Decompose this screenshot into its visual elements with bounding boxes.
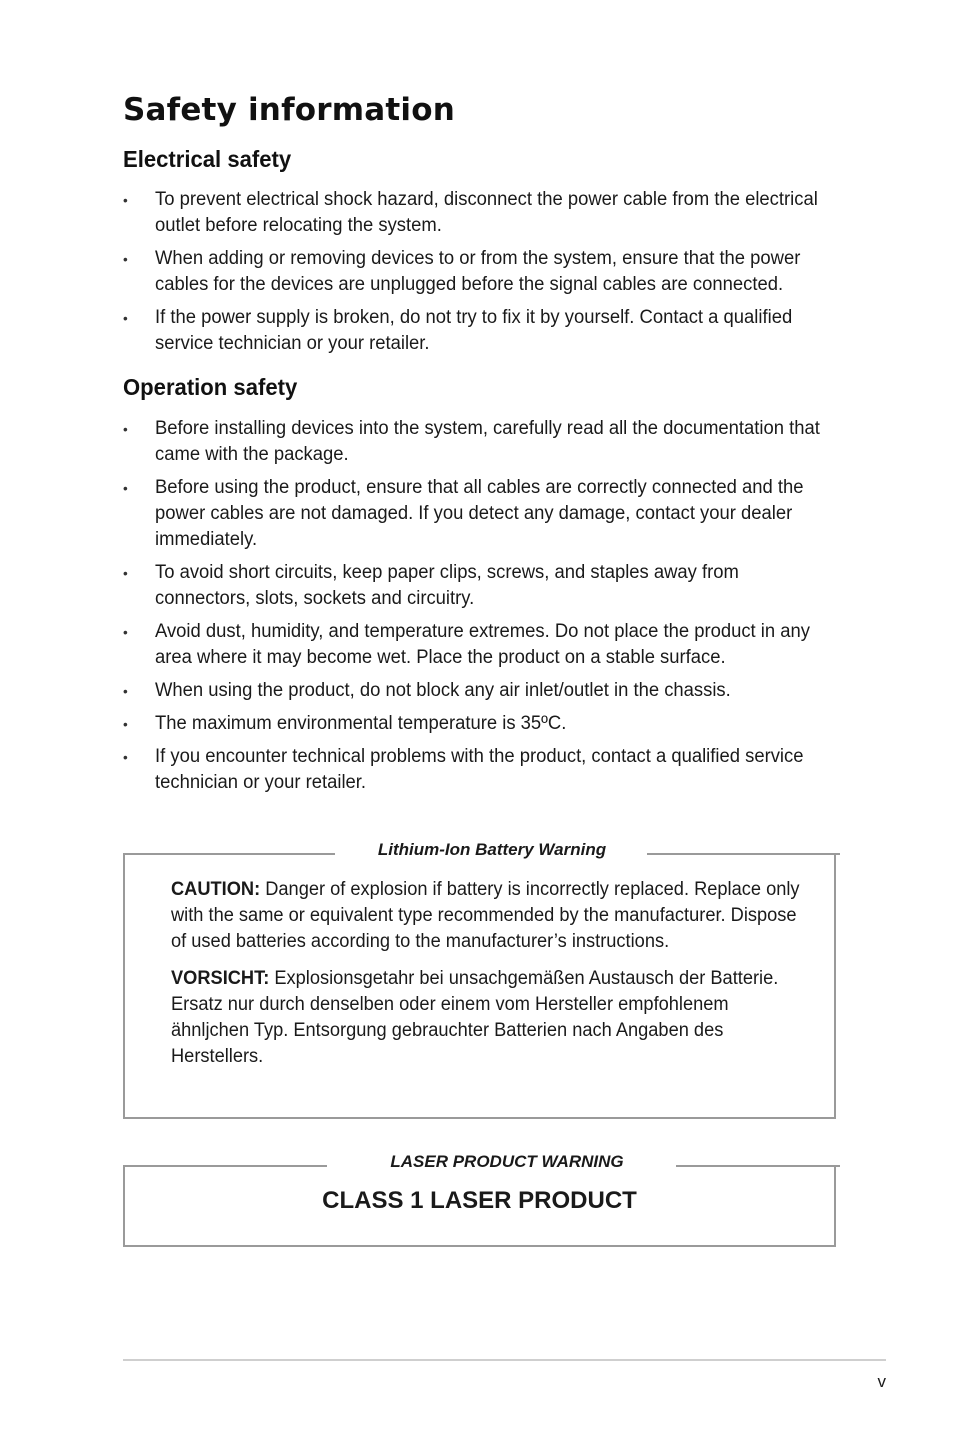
list-item: • When adding or removing devices to or from the system, ensure that the power cables for the devices are unplugged before the signal cables are connected.	[123, 246, 831, 298]
list-item: • To prevent electrical shock hazard, disconnect the power cable from the electrical outlet before relocating the system.	[123, 187, 831, 239]
footer-divider	[123, 1359, 886, 1361]
laser-class-text: CLASS 1 LASER PRODUCT	[322, 1187, 637, 1214]
list-item: • If you encounter technical problems with the product, contact a qualified service technician or your retailer.	[123, 744, 831, 796]
list-item: • The maximum environmental temperature is 35ºC.	[123, 711, 831, 737]
operation-safety-list	[123, 416, 853, 803]
operation-safety-heading: Operation safety	[123, 374, 298, 400]
list-item: • Before installing devices into the system, carefully read all the documentation that came with the package.	[123, 416, 831, 468]
laser-warning-box	[123, 1152, 836, 1247]
laser-warning-label: LASER PRODUCT WARNING	[390, 1152, 624, 1171]
vorsicht-paragraph	[171, 966, 805, 1070]
list-item: • Before using the product, ensure that all cables are correctly connected and the power cables are not damaged. If you detect any damage, contact your dealer immediately.	[123, 475, 831, 553]
battery-warning-label: Lithium-Ion Battery Warning	[377, 840, 607, 859]
page-number: v	[877, 1372, 886, 1391]
caution-text: Danger of explosion if battery is incorrectly replaced. Replace only with the same or equivalent type recommended by the manufacturer. Dispose of used batteries according to the manufacturer’s instructions.	[171, 879, 800, 952]
list-item: • When using the product, do not block any air inlet/outlet in the chassis.	[123, 678, 831, 704]
electrical-safety-list	[123, 187, 853, 364]
list-item: • Avoid dust, humidity, and temperature extremes. Do not place the product in any area where it may become wet. Place the product on a stable surface.	[123, 619, 831, 671]
list-item: • If the power supply is broken, do not try to fix it by yourself. Contact a qualified service technician or your retailer.	[123, 305, 831, 357]
caution-label: CAUTION:	[171, 879, 261, 900]
caution-paragraph	[171, 877, 805, 955]
vorsicht-text: Explosionsgetahr bei unsachgemäßen Austausch der Batterie. Ersatz nur durch denselben oder einem vom Hersteller empfohlenem ähnljchen Typ. Entsorgung gebrauchter Batterien nach Angaben des Herstellers.	[171, 968, 779, 1067]
list-item: • To avoid short circuits, keep paper clips, screws, and staples away from connectors, slots, sockets and circuitry.	[123, 560, 831, 612]
electrical-safety-heading: Electrical safety	[123, 146, 292, 172]
page-title: Safety information	[123, 92, 455, 128]
vorsicht-label: VORSICHT:	[171, 968, 270, 989]
battery-warning-box	[123, 840, 836, 1119]
